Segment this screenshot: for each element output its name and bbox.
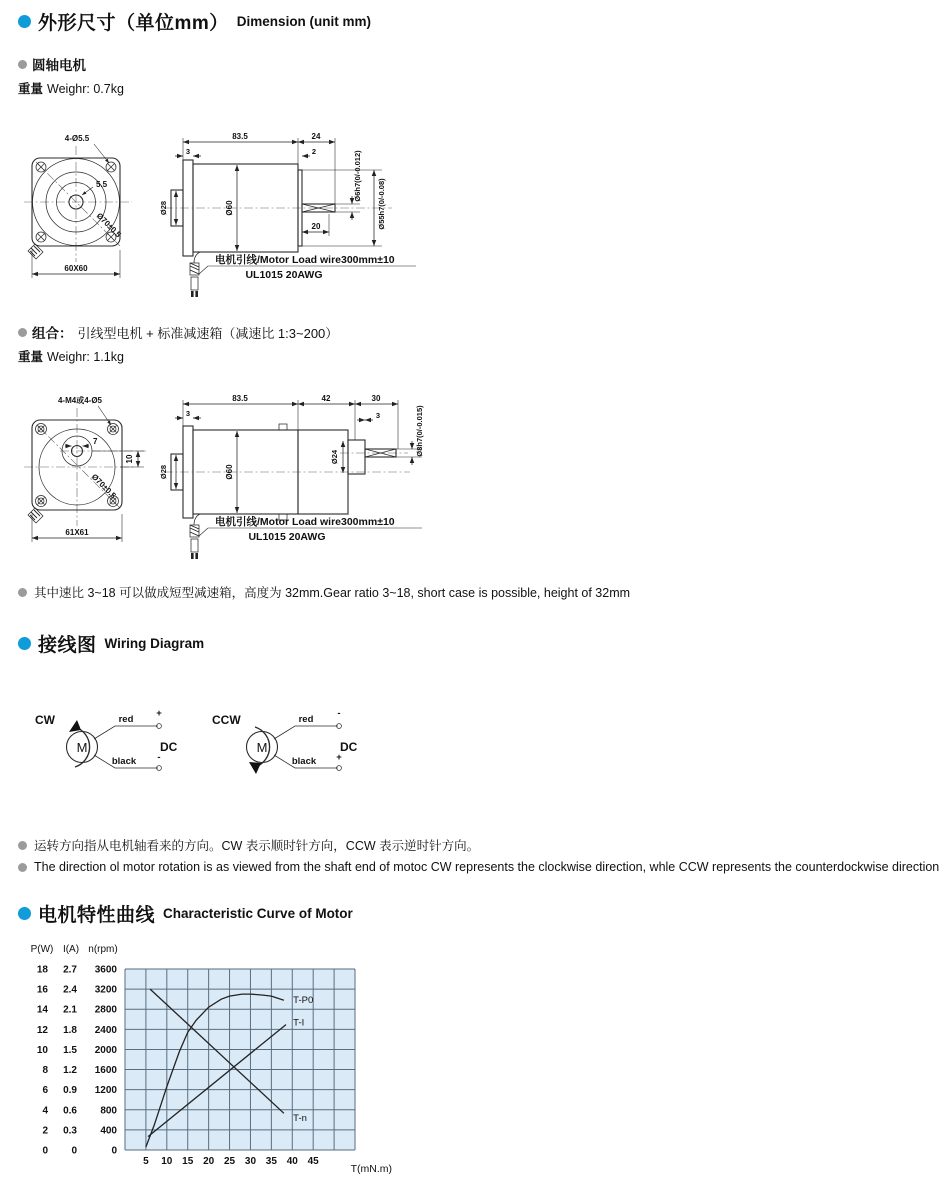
svg-text:25: 25 [223, 1156, 236, 1167]
wire-black-label: black [291, 756, 317, 767]
rotation-arrow-icon [69, 720, 81, 732]
section-bullet-icon [18, 637, 31, 650]
svg-text:T-P0: T-P0 [293, 995, 314, 1007]
dim-bolt-circle: Ø70±0.5 [89, 472, 118, 501]
section-header-dimension [18, 8, 371, 35]
section-title-en: Wiring Diagram [104, 636, 205, 651]
svg-text:1.5: 1.5 [63, 1044, 77, 1056]
dim-rear-diameter: Ø28 [159, 464, 168, 480]
svg-text:1.2: 1.2 [63, 1065, 77, 1077]
svg-text:20: 20 [203, 1156, 215, 1167]
subsection-combo [18, 322, 338, 342]
dim-holes: 4-Ø5.5 [64, 134, 90, 143]
dim-spigot-diameter: Ø55h7(0/-0.08) [377, 178, 386, 230]
section-bullet-icon [18, 907, 31, 920]
svg-text:2: 2 [42, 1125, 48, 1137]
motor-side-view-drawing [160, 126, 420, 301]
dim-boss-diameter: Ø24 [330, 449, 339, 465]
svg-text:10: 10 [36, 1044, 48, 1056]
rotation-note-en [18, 860, 939, 874]
svg-text:0.3: 0.3 [63, 1125, 77, 1137]
svg-text:8: 8 [42, 1065, 48, 1077]
bullet-icon [18, 328, 27, 337]
svg-text:0: 0 [111, 1145, 117, 1157]
dim-shaft-diameter: Ø6h7(0/-0.012) [353, 150, 362, 202]
dim-shaft-extension: 20 [311, 222, 321, 231]
svg-text:T-n: T-n [293, 1112, 307, 1124]
lead-wire [190, 252, 200, 297]
dim-step: 3 [375, 411, 381, 420]
motor-symbol: M [76, 740, 88, 755]
polarity-top: + [156, 708, 162, 719]
weight-label: 重量 [18, 82, 44, 96]
svg-text:6: 6 [42, 1085, 48, 1097]
combo-title-rest: 引线型电机 + 标准减速箱（减速比 1:3~200） [77, 325, 339, 341]
dim-shaft-diameter: Ø8h7(0/-0.015) [415, 405, 424, 457]
svg-text:0: 0 [42, 1145, 48, 1157]
dc-label: DC [160, 740, 178, 754]
svg-text:2000: 2000 [94, 1044, 117, 1056]
dim-shaft-length: 24 [311, 132, 321, 141]
polarity-top: - [337, 708, 341, 719]
wire-red-label: red [118, 714, 134, 725]
svg-text:40: 40 [286, 1156, 298, 1167]
wire-note-line2: UL1015 20AWG [245, 269, 323, 281]
svg-text:2400: 2400 [94, 1024, 117, 1036]
subsection-title: 圆轴电机 [32, 58, 86, 73]
rotation-note-en-text: The direction ol motor rotation is as viewed from the shaft end of motoc CW represents the clockwise direction, whle CCW represents the counterdockwise direction [34, 860, 940, 874]
gearmotor-front-view-drawing [20, 390, 180, 560]
dim-body-diameter: Ø60 [225, 464, 234, 480]
dim-flange-thickness: 3 [185, 409, 191, 418]
wire-note-line1: 电机引线/Motor Load wire300mm±10 [215, 516, 395, 528]
weight-value: Weighr: 1.1kg [47, 350, 124, 364]
wire-black-label: black [111, 756, 137, 767]
svg-text:1200: 1200 [94, 1085, 117, 1097]
svg-text:T(mN.m): T(mN.m) [350, 1163, 392, 1175]
svg-text:16: 16 [36, 984, 48, 996]
svg-text:2.7: 2.7 [63, 964, 77, 976]
dc-label: DC [340, 740, 358, 754]
svg-text:12: 12 [36, 1024, 48, 1036]
section-title-zh: 外形尺寸（单位mm） [38, 13, 229, 34]
section-header-curve [18, 900, 353, 927]
svg-text:35: 35 [265, 1156, 277, 1167]
svg-text:3600: 3600 [94, 964, 117, 976]
dim-step: 2 [311, 147, 317, 156]
svg-text:14: 14 [36, 1004, 48, 1016]
section-title-en: Characteristic Curve of Motor [163, 906, 353, 921]
dim-7: 7 [93, 437, 98, 446]
combo-title-bold: 组合： [32, 326, 73, 341]
svg-text:0: 0 [71, 1145, 77, 1157]
rotation-note-zh [18, 836, 479, 854]
svg-text:I(A): I(A) [62, 944, 80, 955]
svg-text:10: 10 [161, 1156, 173, 1167]
wire-note-line1: 电机引线/Motor Load wire300mm±10 [215, 254, 395, 266]
dim-bolt-circle: Ø70±0.5 [94, 211, 123, 240]
rotation-arrow-icon [249, 762, 261, 774]
weight-line-1 [18, 79, 124, 97]
polarity-bottom: - [157, 752, 161, 763]
svg-text:800: 800 [100, 1105, 117, 1117]
svg-text:400: 400 [100, 1125, 117, 1137]
svg-text:T-I: T-I [293, 1017, 305, 1029]
polarity-bottom: + [336, 752, 342, 763]
svg-text:45: 45 [307, 1156, 319, 1167]
bullet-icon [18, 863, 27, 872]
dim-body-length: 83.5 [232, 394, 248, 403]
dim-body-length: 83.5 [232, 132, 248, 141]
svg-text:15: 15 [182, 1156, 194, 1167]
dim-shaft-flat: 5.5 [96, 180, 108, 189]
dim-10: 10 [125, 454, 134, 464]
motor-front-view-drawing [20, 128, 180, 288]
svg-text:1.8: 1.8 [63, 1024, 77, 1036]
svg-text:0.6: 0.6 [63, 1105, 77, 1117]
dim-flange-size: 61X61 [65, 528, 89, 537]
wiring-ccw [212, 708, 358, 774]
ccw-label: CCW [212, 713, 241, 727]
section-header-wiring [18, 630, 204, 657]
section-title-zh: 接线图 [38, 635, 97, 656]
dim-shaft-length: 30 [371, 394, 381, 403]
gear-ratio-note [18, 583, 630, 601]
section-title-en: Dimension (unit mm) [236, 14, 372, 29]
lead-wire [190, 514, 200, 559]
svg-text:3200: 3200 [94, 984, 117, 996]
svg-text:18: 18 [36, 964, 48, 976]
characteristic-curve-chart [15, 938, 435, 1181]
svg-text:2.4: 2.4 [63, 984, 77, 996]
svg-text:30: 30 [244, 1156, 257, 1167]
gear-ratio-note-text: 其中速比 3~18 可以做成短型减速箱，高度为 32mm.Gear ratio 3~18, short case is possible, height of 32mm [34, 586, 631, 600]
dim-flange-size: 60X60 [64, 264, 88, 273]
svg-text:n(rpm): n(rpm) [88, 944, 118, 955]
wire-red-label: red [298, 714, 314, 725]
dim-body-diameter: Ø60 [225, 200, 234, 216]
section-bullet-icon [18, 15, 31, 28]
wire-note-line2: UL1015 20AWG [248, 531, 326, 543]
svg-text:P(W): P(W) [30, 944, 54, 955]
svg-text:5: 5 [143, 1156, 149, 1167]
rotation-note-zh-text: 运转方向指从电机轴看来的方向。CW 表示顺时针方向，CCW 表示逆时针方向。 [34, 839, 480, 853]
section-title-zh: 电机特性曲线 [38, 905, 156, 926]
bullet-icon [18, 588, 27, 597]
svg-text:0.9: 0.9 [63, 1085, 77, 1097]
bullet-icon [18, 60, 27, 69]
wiring-cw [35, 708, 178, 770]
bullet-icon [18, 841, 27, 850]
dim-holes: 4-M4或4-Ø5 [57, 396, 103, 405]
cw-label: CW [35, 713, 55, 727]
wiring-diagram [20, 700, 420, 792]
weight-label: 重量 [18, 350, 44, 364]
dim-flange-thickness: 3 [185, 147, 191, 156]
weight-value: Weighr: 0.7kg [47, 82, 124, 96]
svg-text:2.1: 2.1 [63, 1004, 77, 1016]
svg-text:1600: 1600 [94, 1065, 117, 1077]
dim-rear-diameter: Ø28 [159, 200, 168, 216]
dim-gearbox-length: 42 [321, 394, 331, 403]
gearmotor-side-view-drawing [160, 386, 450, 561]
subsection-round-shaft [18, 54, 86, 74]
motor-symbol: M [256, 740, 268, 755]
svg-text:2800: 2800 [94, 1004, 117, 1016]
svg-text:4: 4 [42, 1105, 48, 1117]
weight-line-2 [18, 347, 124, 365]
